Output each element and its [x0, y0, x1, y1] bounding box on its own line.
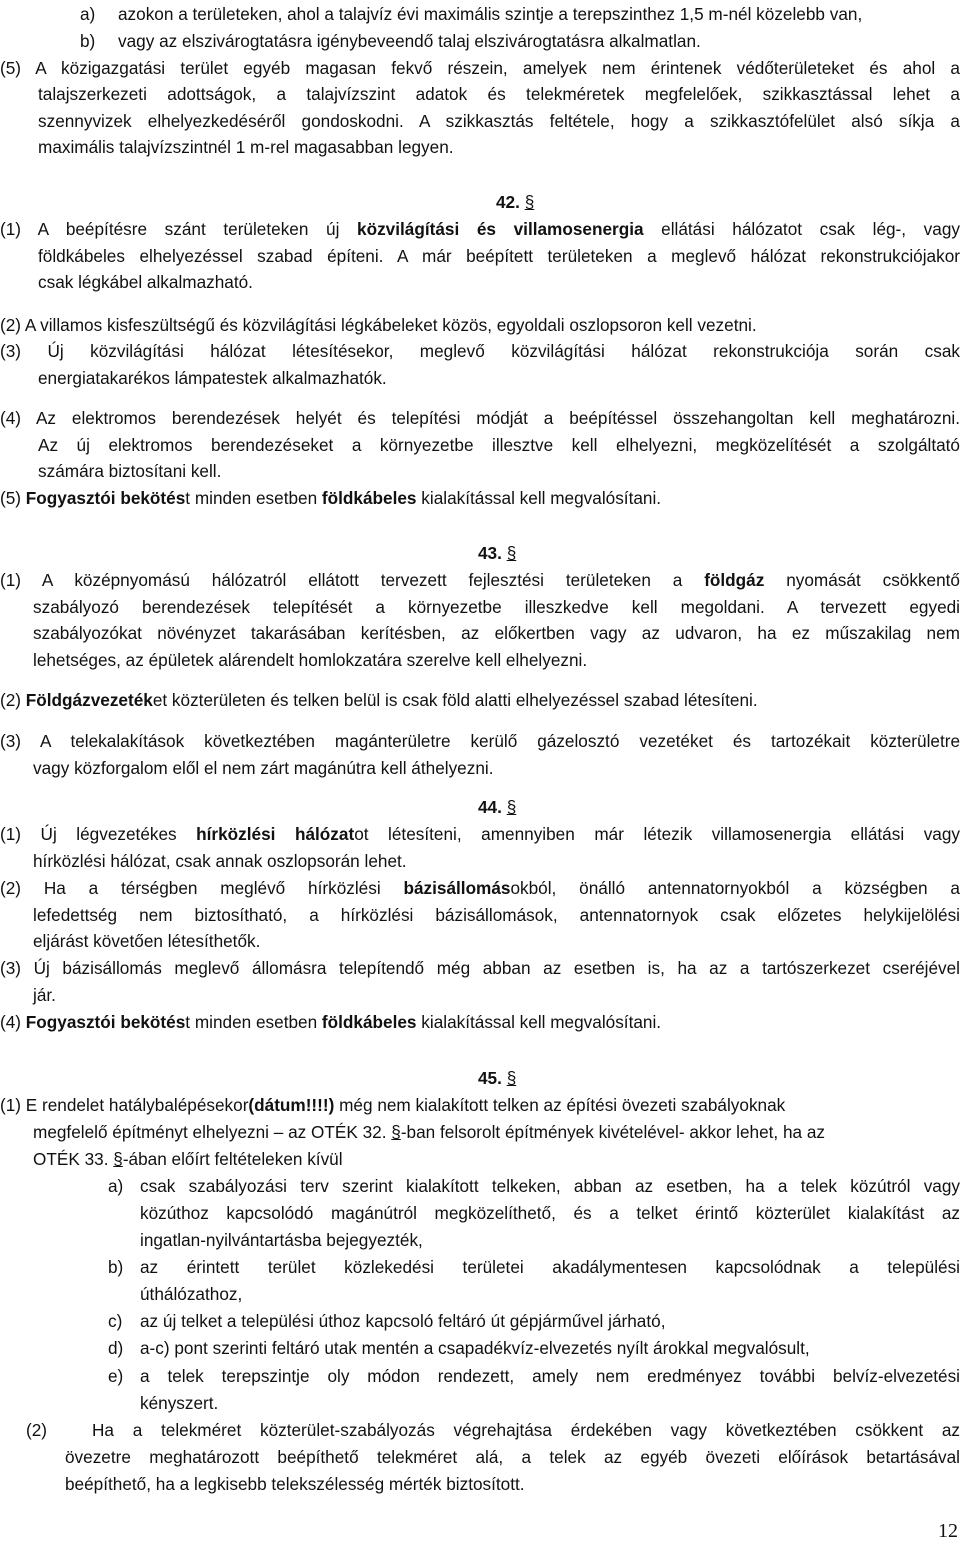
text-line: (3) A telekalakítások következtében magánterületre kerülő gázelosztó vezetéket és tartozékait közterületre	[0, 731, 960, 751]
section-number: 42.	[496, 192, 520, 212]
text-line: közúthoz kapcsolódó magánútról megközelíthető, és a telket érintő közterület kialakítást az	[140, 1203, 960, 1223]
list-marker: (2)	[26, 1420, 48, 1440]
text-line: csak légkábel alkalmazható.	[38, 272, 253, 292]
section-sign: §	[524, 192, 535, 212]
text-line: övezetre meghatározott beépíthető telekméret alá, a telek az egyéb övezeti előírások betartásával	[65, 1447, 960, 1467]
text-line: lefedettség nem biztosítható, a hírközlési bázisállomások, antennatornyok csak előzetes helykijelölési	[33, 905, 960, 925]
text-line: talajszerkezeti adottságok, a talajvízszint adatok és telekméretek megfelelőek, szikkasztással lehet a	[38, 84, 960, 104]
text-line: lehetséges, az épületek alárendelt homlokzatára szerelve kell elhelyezni.	[33, 650, 588, 670]
list-marker: d)	[108, 1338, 124, 1358]
list-marker: e)	[108, 1366, 124, 1386]
text-line: (3) Új közvilágítási hálózat létesítésekor, meglevő közvilágítási hálózat rekonstrukciója során csak	[0, 341, 960, 361]
section-heading-42	[496, 192, 534, 212]
text-line: hírközlési hálózat, csak annak oszlopsorán lehet.	[33, 851, 407, 871]
section-heading-43	[478, 543, 516, 563]
section-number: 44.	[478, 797, 502, 817]
text-line: az érintett terület közlekedési területei akadálymentesen kapcsolódnak a települési	[140, 1257, 960, 1277]
text-line: maximális talajvízszintnél 1 m-rel magasabban legyen.	[38, 137, 454, 157]
section-43-paragraph-2: (2) Földgázvezetéket közterületen és telken belül is csak föld alatti elhelyezéssel szabad létesíteni.	[0, 690, 758, 710]
text-line: szabályozó berendezések telepítését a környezetbe illeszkedve kell megoldani. A tervezett egyedi	[33, 597, 960, 617]
text-line: ingatlan-nyilvántartásba bejegyezték,	[140, 1230, 423, 1250]
page-number: 12	[938, 1520, 958, 1542]
list-marker: b)	[80, 31, 96, 51]
text-line: beépíthető, ha a legkisebb telekszélesség mérték biztosított.	[65, 1474, 525, 1494]
section-42-paragraph-2: (2) A villamos kisfeszültségű és közvilágítási légkábeleket közös, egyoldali oszlopsoron kell vezetni.	[0, 315, 757, 335]
text-line: földkábeles elhelyezéssel szabad építeni. A már beépített területeken a meglevő hálózat rekonstrukciójakor	[38, 246, 960, 266]
text-line: OTÉK 33. §-ában előírt feltételeken kívül	[33, 1149, 343, 1169]
text-line: megfelelő építményt elhelyezni – az OTÉK 32. §-ban felsorolt építmények kivételével- akkor lehet, ha az	[33, 1122, 826, 1142]
text-line: az új telket a települési úthoz kapcsoló feltáró út gépjárművel járható,	[140, 1311, 666, 1331]
text-line: számára biztosítani kell.	[38, 461, 222, 481]
text-line: Ha a telekméret közterület-szabályozás végrehajtása érdekében vagy következtében csökkent az	[92, 1420, 960, 1440]
text-line: eljárást követően létesíthetők.	[33, 931, 261, 951]
text-line: szennyvizek elhelyezkedéséről gondoskodni. A szikkasztás feltétele, hogy a szikkasztófelület alsó síkja a	[38, 111, 960, 131]
section-44-paragraph-4: (4) Fogyasztói bekötést minden esetben földkábeles kialakítással kell megvalósítani.	[0, 1012, 662, 1032]
text-line: (1) E rendelet hatálybalépésekor(dátum!!!!) még nem kialakított telken az építési övezeti szabályoknak	[0, 1095, 786, 1115]
text-line: (4) Az elektromos berendezések helyét és telepítési módját a beépítéssel összehangoltan kell meghatározni.	[0, 408, 960, 428]
section-42-paragraph-5: (5) Fogyasztói bekötést minden esetben földkábeles kialakítással kell megvalósítani.	[0, 488, 662, 508]
text-line: a-c) pont szerinti feltáró utak mentén a csapadékvíz-elvezetés nyílt árokkal megvalósult,	[140, 1338, 810, 1358]
text-line: vagy közforgalom elől el nem zárt magánútra kell áthelyezni.	[33, 758, 494, 778]
section-heading-45	[478, 1068, 516, 1088]
list-marker: c)	[108, 1311, 123, 1331]
text-line: úthálózathoz,	[140, 1284, 243, 1304]
text-line: kényszert.	[140, 1393, 219, 1413]
text-line: (1) Új légvezetékes hírközlési hálózatot létesíteni, amennyiben már létezik villamosenergia ellátási vagy	[0, 824, 960, 844]
text-line: csak szabályozási terv szerint kialakított telkeken, abban az esetben, ha a telek közútról vagy	[140, 1176, 960, 1196]
text-line: szabályozókat növényzet takarásában kerítésben, az előkertben vagy az udvaron, ha ez műszakilag nem	[33, 623, 960, 643]
text-line: jár.	[33, 985, 56, 1005]
text-line: (2) Ha a térségben meglévő hírközlési bázisállomásokból, önálló antennatornyokból a községben a	[0, 878, 960, 898]
list-text: azokon a területeken, ahol a talajvíz évi maximális szintje a terepszinthez 1,5 m-nél közelebb van,	[118, 4, 863, 24]
text-line: (1) A középnyomású hálózatról ellátott tervezett fejlesztési területeken a földgáz nyomását csökkentő	[0, 570, 960, 590]
section-sign: §	[506, 543, 517, 563]
text-line: (3) Új bázisállomás meglevő állomásra telepítendő még abban az esetben is, ha az a tartószerkezet cseréjével	[0, 958, 960, 978]
list-marker: a)	[108, 1176, 124, 1196]
text-line: energiatakarékos lámpatestek alkalmazhatók.	[38, 368, 387, 388]
text-line: (5) A közigazgatási terület egyéb magasan fekvő részein, amelyek nem érintenek védőterületeket és ahol a	[0, 58, 960, 78]
section-sign: §	[506, 1068, 517, 1088]
list-text: vagy az elszivárogtatásra igénybeveendő talaj elszivárogtatásra alkalmatlan.	[118, 31, 701, 51]
text-line: (1) A beépítésre szánt területeken új közvilágítási és villamosenergia ellátási hálózatot csak lég-, vagy	[0, 219, 960, 239]
list-marker: b)	[108, 1257, 124, 1277]
list-marker: a)	[80, 4, 96, 24]
section-number: 43.	[478, 543, 502, 563]
text-line: Az új elektromos berendezéseket a környezetbe illesztve kell elhelyezni, megközelítését a szolgáltató	[38, 435, 960, 455]
section-heading-44	[478, 797, 516, 817]
section-number: 45.	[478, 1068, 502, 1088]
text-line: a telek terepszintje oly módon rendezett, amely nem eredményez további belvíz-elvezetési	[140, 1366, 960, 1386]
section-sign: §	[506, 797, 517, 817]
